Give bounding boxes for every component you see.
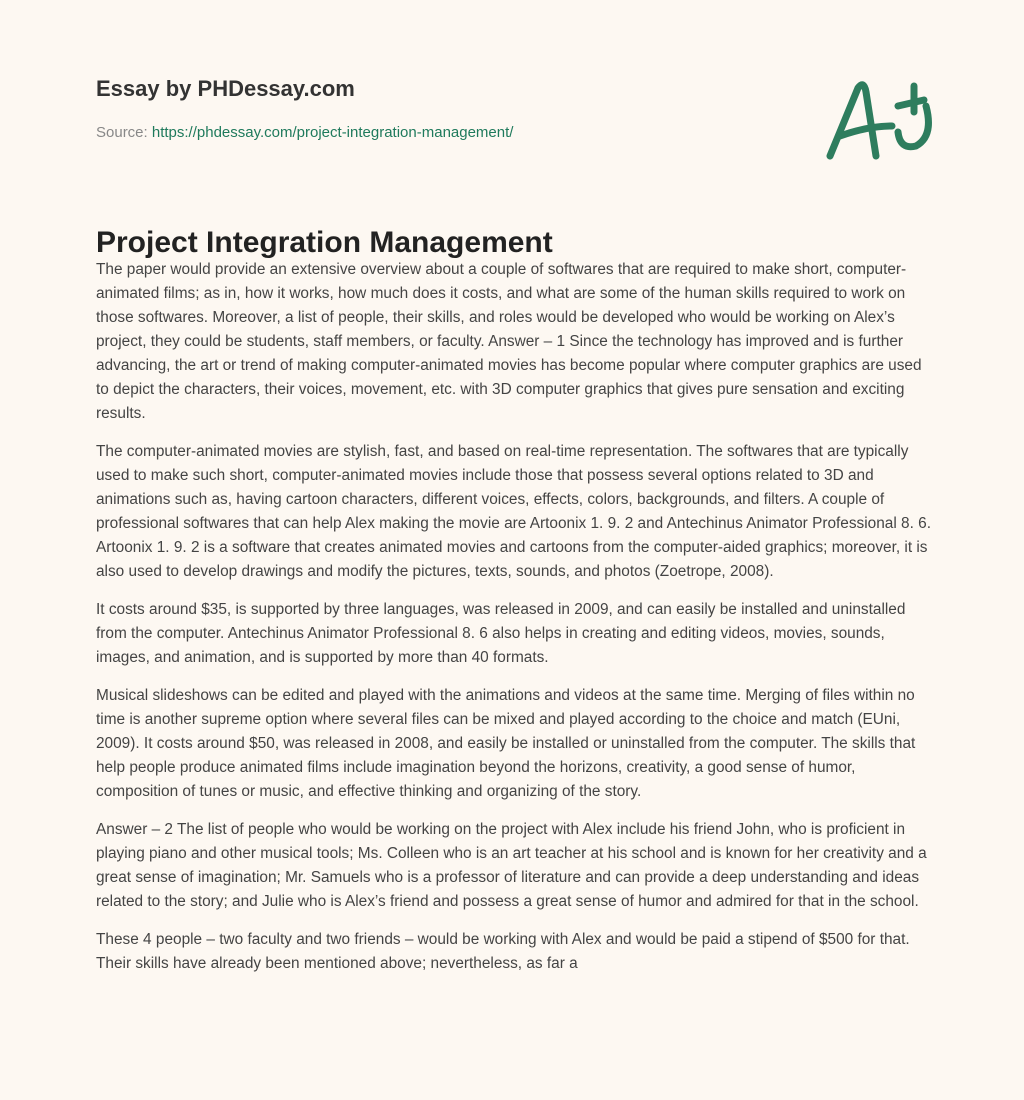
site-title: Essay by PHDessay.com <box>96 76 355 101</box>
paragraph: Musical slideshows can be edited and played with the animations and videos at the same time. Merging of files within no time is another supreme option where several files can be mixed and played according to the choice and match (EUni, 2009). It costs around $50, was released in 2008, and easily be installed or uninstalled from the computer. The skills that help people produce animated films include imagination beyond the horizons, creativity, a good sense of humor, composition of tunes or music, and effective thinking and organizing of the story. <box>96 687 916 800</box>
a-plus-logo-icon <box>818 66 938 176</box>
paragraph: It costs around $35, is supported by three languages, was released in 2009, and can easily be installed and uninstalled from the computer. Antechinus Animator Professional 8. 6 also helps in creating and editing videos, movies, sounds, images, and animation, and is supported by more than 40 formats. <box>96 601 906 666</box>
source-link[interactable]: https://phdessay.com/project-integration-management/ <box>151 124 514 141</box>
paragraph: These 4 people – two faculty and two friends – would be working with Alex and would be paid a stipend of $500 for that. Their skills have already been mentioned above; nevertheless, as far a <box>96 931 910 972</box>
essay-title: Project Integration Management <box>96 226 553 259</box>
paragraph: Answer – 2 The list of people who would be working on the project with Alex include his friend John, who is proficient in playing piano and other musical tools; Ms. Colleen who is an art teacher at his school and is known for her creativity and a great sense of imagination; Mr. Samuels who is a professor of literature and can provide a deep understanding and ideas related to the story; and Julie who is Alex’s friend and possess a great sense of humor and admired for that in the school. <box>96 821 927 910</box>
source-line <box>96 124 513 141</box>
paragraph: The computer-animated movies are stylish, fast, and based on real-time representation. The softwares that are typically used to make such short, computer-animated movies include those that possess several options related to 3D and animations such as, having cartoon characters, different voices, effects, colors, backgrounds, and filters. A couple of professional softwares that can help Alex making the movie are Artoonix 1. 9. 2 and Antechinus Animator Professional 8. 6. Artoonix 1. 9. 2 is a software that creates animated movies and cartoons from the computer-aided graphics; moreover, it is also used to develop drawings and modify the pictures, texts, sounds, and photos (Zoetrope, 2008). <box>96 443 931 580</box>
essay-body <box>96 258 934 990</box>
paragraph: The paper would provide an extensive overview about a couple of softwares that are required to make short, computer-animated films; as in, how it works, how much does it costs, and what are some of the human skills required to work on those softwares. Moreover, a list of people, their skills, and roles would be developed who would be working on Alex’s project, they could be students, staff members, or faculty. Answer – 1 Since the technology has improved and is further advancing, the art or trend of making computer-animated movies has become popular where computer graphics are used to depict the characters, their voices, movement, etc. with 3D computer graphics that gives pure sensation and exciting results. <box>96 261 922 422</box>
source-label: Source: <box>96 124 148 141</box>
